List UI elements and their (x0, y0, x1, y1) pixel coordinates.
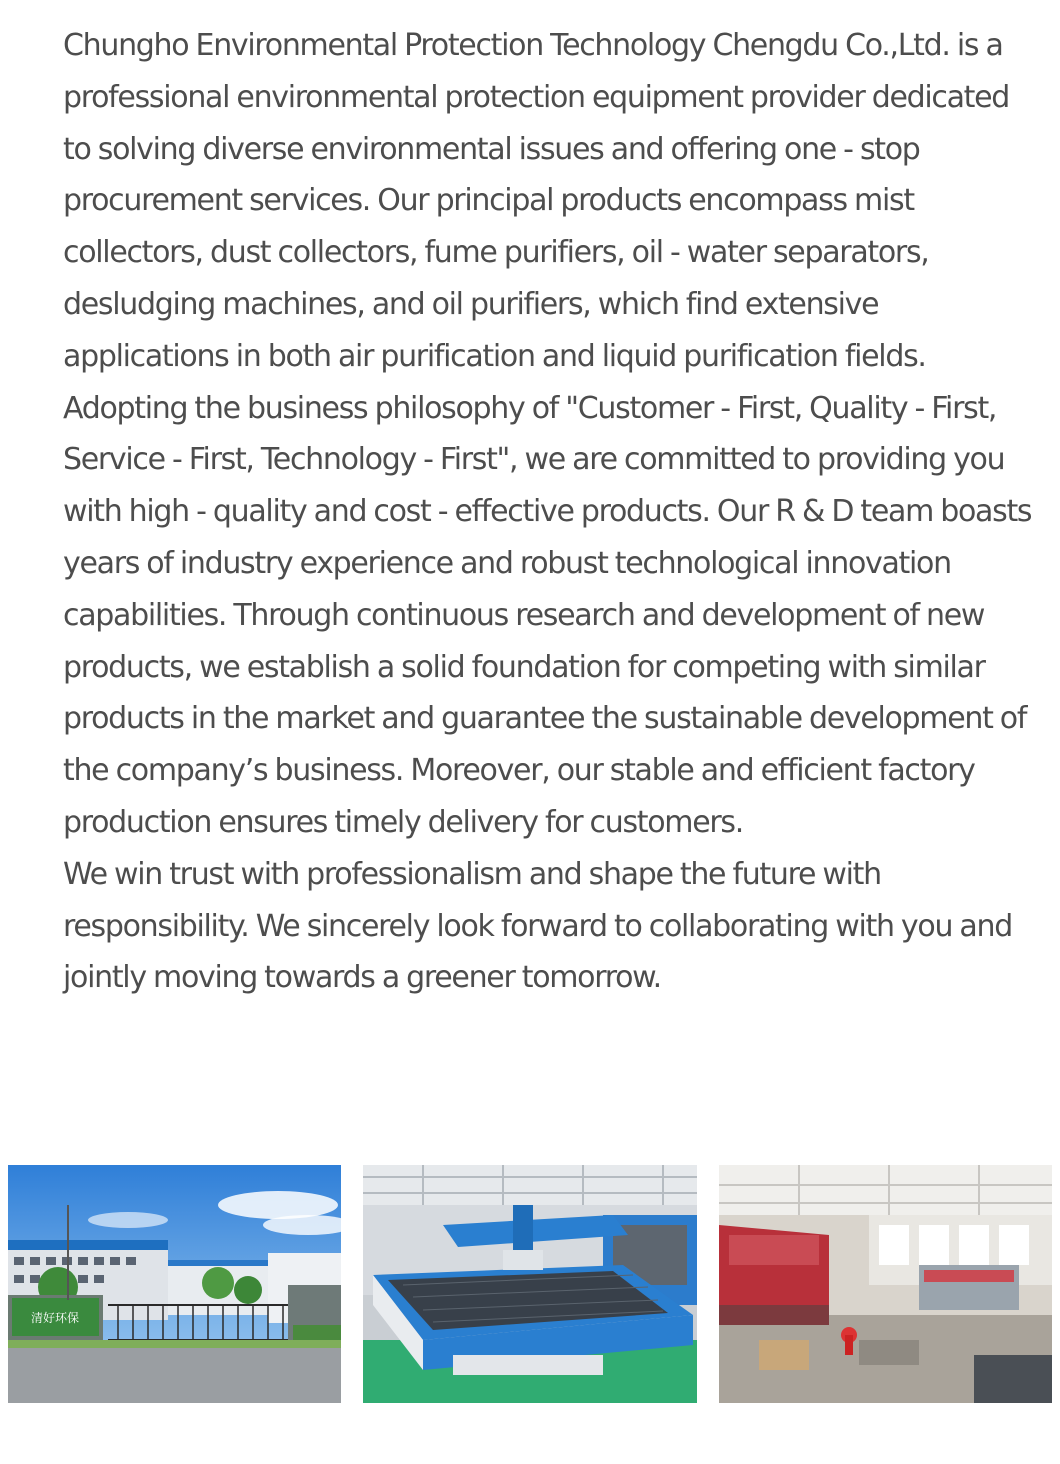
closing-paragraph: We win trust with professionalism and shape the future with responsibility. We sincerely look forward to collaborating with you and jointly moving towards a greener tomorrow. (63, 856, 1012, 996)
intro-paragraph: Chungho Environmental Protection Technology Chengdu Co.,Ltd. is a professional environmental protection equipment provider dedicated to solving diverse environmental issues and offering one - stop procurement services. Our principal products encompass mist collectors, dust collectors, fume purifiers, oil - water separators, desludging machines, and oil purifiers, which find extensive applications in both air purification and liquid purification fields. (63, 28, 1010, 374)
philosophy-paragraph: Adopting the business philosophy of "Customer - First, Quality - First, Service - First, Technology - First", we are committed to providing you with high - quality and cost - effective products. Our R & D team boasts years of industry experience and robust technological innovation capabilities. Through continuous research and development of new products, we establish a solid foundation for competing with similar products in the market and guarantee the sustainable development of the company’s business. Moreover, our stable and efficient factory production ensures timely delivery for customers. (63, 390, 1032, 840)
workshop-photo (719, 1165, 1052, 1403)
factory-sign-text: 清好环保 (30, 1311, 80, 1325)
company-description (63, 20, 1038, 1004)
photo-gallery (0, 1165, 1060, 1403)
laser-cutter-photo (363, 1165, 697, 1403)
factory-gate-photo (8, 1165, 341, 1403)
